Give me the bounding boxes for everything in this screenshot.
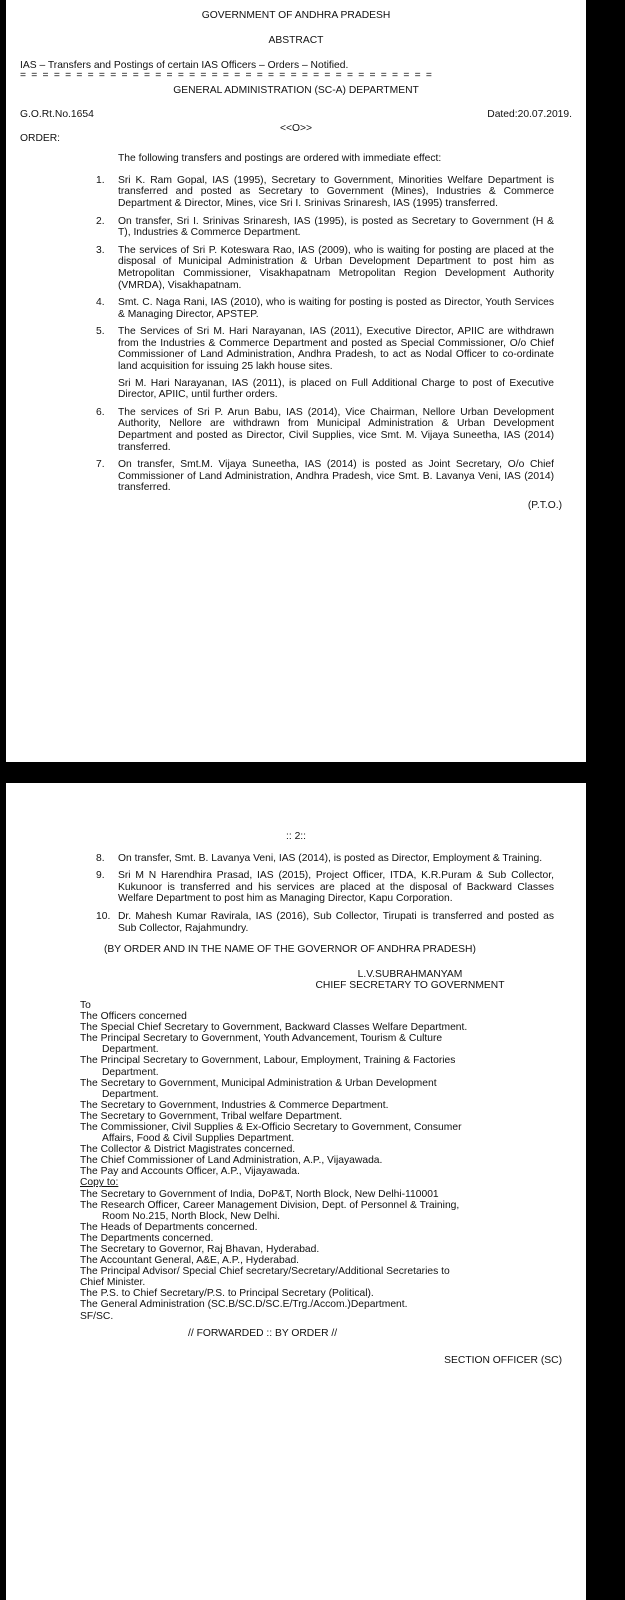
item-5-sub-paragraph: Sri M. Hari Narayanan, IAS (2011), is placed on Full Additional Charge to post of Executive Director, APIIC, until further orders. [118,377,554,401]
signatory-name: L.V.SUBRAHMANYAM [357,968,463,980]
recipient-line: The Pay and Accounts Officer, A.P., Vijayawada. [80,1166,300,1178]
item-number: 3. [96,244,105,256]
item-text: Smt. C. Naga Rani, IAS (2010), who is waiting for posting is posted as Director, Youth Services & Managing Director, APSTEP. [118,297,554,320]
order-item [18,853,574,865]
recipient-line: The P.S. to Chief Secretary/P.S. to Principal Secretary (Political). [80,1288,374,1300]
order-intro: The following transfers and postings are ordered with immediate effect: [118,153,442,165]
go-number: G.O.Rt.No.1654 [20,109,94,121]
signatory-title: CHIEF SECRETARY TO GOVERNMENT [315,980,505,992]
item-text: Sri K. Ram Gopal, IAS (1995), Secretary to Government, Minorities Welfare Department is transferred and posted as Secretary to Government (Mines), Industries & Commerce Department & Director, Mines, vice Sri I. Srinivas Srinaresh, IAS (1995) transferred. [118,174,554,209]
subject-line: IAS – Transfers and Postings of certain IAS Officers – Orders – Notified. [20,60,349,72]
recipient-line: Affairs, Food & Civil Supplies Department. [102,1133,295,1145]
item-number: 9. [96,870,105,882]
recipients-block [18,1000,574,1322]
order-item [18,175,574,210]
item-text: The Services of Sri M. Hari Narayanan, IAS (2011), Executive Director, APIIC are withdrawn from the Industries & Commerce Department and posted as Special Commissioner, O/o Chief Commissioner of Land Administration, Andhra Pradesh, to act as Nodal Officer to co-ordinate land acquisition for issuing 25 lakh house sites. [118,326,554,373]
recipient-line: The Principal Secretary to Government, Labour, Employment, Training & Factories [80,1055,456,1067]
recipient-line: SF/SC. [80,1310,114,1322]
recipient-line: Chief Minister. [80,1277,146,1289]
recipient-line: The Principal Secretary to Government, Youth Advancement, Tourism & Culture [80,1033,443,1045]
order-label: ORDER: [20,132,61,144]
recipient-line: The Secretary to Government, Industries & Commerce Department. [80,1099,389,1111]
item-number: 4. [96,297,105,309]
recipient-line: The Secretary to Government, Tribal welfare Department. [80,1110,343,1122]
separator-line: = = = = = = = = = = = = = = = = = = = = = = = = = = = = = = = = = = = = = [20,71,434,81]
item-text: On transfer, Smt.M. Vijaya Suneetha, IAS (2014) is posted as Joint Secretary, O/o Chief Commissioner of Land Administration, Andhra Pradesh, vice Smt. B. Lavanya Veni, IAS (2014) transferred. [118,459,554,494]
order-item [18,870,574,905]
order-items-list [18,175,574,494]
recipient-line: Department. [102,1088,159,1100]
signature-block [300,969,520,992]
recipient-line: The Accountant General, A&E, A.P., Hyderabad. [80,1255,300,1267]
recipient-line: The Commissioner, Civil Supplies & Ex-Officio Secretary to Government, Consumer [80,1121,462,1133]
section-symbol: <<O>> [279,122,313,134]
copy-to-label: Copy to: [80,1177,119,1189]
order-item [18,459,574,494]
recipient-line: The Officers concerned [80,1011,187,1023]
recipient-line: The Research Officer, Career Management Division, Dept. of Personnel & Training, [80,1199,460,1211]
go-date: Dated:20.07.2019. [487,109,572,121]
go-reference-row [18,109,574,121]
order-item [18,297,574,320]
recipient-line: The Principal Advisor/ Special Chief secretary/Secretary/Additional Secretaries to [80,1266,450,1278]
item-number: 10. [96,910,111,922]
recipient-line: The Collector & District Magistrates concerned. [80,1144,296,1156]
by-order-line: (BY ORDER AND IN THE NAME OF THE GOVERNOR OF ANDHRA PRADESH) [104,944,476,956]
section-officer: SECTION OFFICER (SC) [444,1355,562,1367]
recipient-line: The General Administration (SC.B/SC.D/SC.E/Trg./Accom.)Department. [80,1299,408,1311]
item-text: Sri M N Harendhira Prasad, IAS (2015), Project Officer, ITDA, K.R.Puram & Sub Collector, Kukunoor is transferred and his services are placed at the disposal of Backward Classes Welfare Department to post him as Managing Director, Kapu Corporation. [118,870,554,905]
order-items-list-continued [18,853,574,935]
item-text: The services of Sri P. Koteswara Rao, IAS (2009), who is waiting for posting are placed at the disposal of Municipal Administration & Urban Development Department to post him as Metropolitan Commissioner, Visakhapatnam Metropolitan Region Development Authority (VMRDA), Visakhapatnam. [118,244,554,291]
recipient-line: Department. [102,1044,159,1056]
page-number: :: 2:: [285,831,307,842]
document-page-1 [6,0,586,762]
government-heading: GOVERNMENT OF ANDHRA PRADESH [201,10,391,21]
item-number: 6. [96,406,105,418]
order-item [18,216,574,239]
order-item [18,911,574,934]
abstract-heading: ABSTRACT [268,34,324,46]
order-item [18,407,574,453]
item-number: 1. [96,174,105,186]
item-number: 2. [96,215,105,227]
pto-marker: (P.T.O.) [527,500,562,511]
to-label: To [80,999,91,1011]
department-heading: GENERAL ADMINISTRATION (SC-A) DEPARTMENT [173,84,419,96]
order-item [18,245,574,291]
recipient-line: The Departments concerned. [80,1232,214,1244]
recipient-line: The Chief Commissioner of Land Administration, A.P., Vijayawada. [80,1155,383,1167]
item-number: 5. [96,326,105,338]
item-text: The services of Sri P. Arun Babu, IAS (2014), Vice Chairman, Nellore Urban Development Authority, Nellore are withdrawn from Municipal Administration & Urban Development Department and posted as Director, Civil Supplies, vice Smt. M. Vijaya Suneetha, IAS (2014) transferred. [118,406,554,453]
recipient-line: The Secretary to Government of India, DoP&T, North Block, New Delhi-110001 [80,1188,439,1200]
item-text: Dr. Mahesh Kumar Ravirala, IAS (2016), Sub Collector, Tirupati is transferred and posted as Sub Collector, Rajahmundry. [118,910,554,934]
recipient-line: The Secretary to Governor, Raj Bhavan, Hyderabad. [80,1244,320,1255]
recipient-line: The Heads of Departments concerned. [80,1221,258,1233]
order-item [18,326,574,372]
recipient-line: Department. [102,1066,159,1078]
copy-list [80,1189,564,1322]
recipient-line: The Special Chief Secretary to Government, Backward Classes Welfare Department. [80,1022,468,1034]
to-list [80,1011,564,1177]
item-text: On transfer, Smt. B. Lavanya Veni, IAS (2014), is posted as Director, Employment & Training. [118,852,543,864]
item-text: On transfer, Sri I. Srinivas Srinaresh, IAS (1995), is posted as Secretary to Government (H & T), Industries & Commerce Department. [118,215,554,239]
recipient-line: Room No.215, North Block, New Delhi. [102,1210,280,1222]
document-page-2 [6,783,586,1600]
item-number: 8. [96,852,105,864]
recipient-line: The Secretary to Government, Municipal Administration & Urban Development [80,1077,437,1089]
forwarded-line: // FORWARDED :: BY ORDER // [188,1327,338,1339]
item-number: 7. [96,459,105,471]
